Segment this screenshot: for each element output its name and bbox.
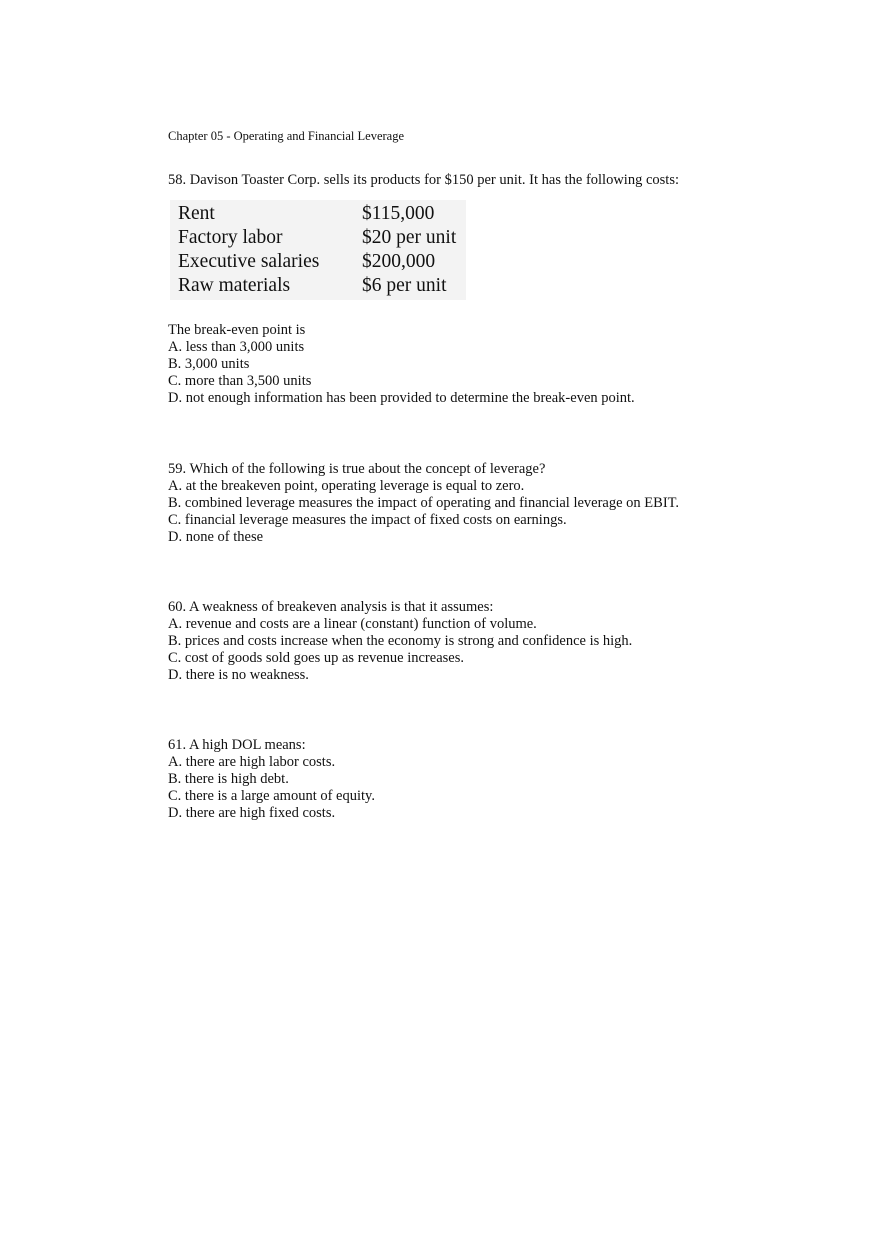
cost-row-rent xyxy=(170,202,466,226)
answer-option: B. combined leverage measures the impact of operating and financial leverage on EBIT. xyxy=(168,495,680,511)
cost-table-image xyxy=(170,200,466,300)
chapter-header: Chapter 05 - Operating and Financial Leverage xyxy=(168,129,405,143)
cost-value: $115,000 xyxy=(362,203,435,224)
answer-option: C. cost of goods sold goes up as revenue increases. xyxy=(168,650,464,666)
cost-label: Executive salaries xyxy=(178,251,320,272)
answer-option: A. revenue and costs are a linear (constant) function of volume. xyxy=(168,616,537,632)
cost-label: Raw materials xyxy=(178,275,291,296)
question-61 xyxy=(168,737,828,822)
answer-option: A. at the breakeven point, operating leverage is equal to zero. xyxy=(168,478,525,494)
cost-value: $200,000 xyxy=(362,251,436,272)
question-58-prompt: The break-even point is xyxy=(168,322,306,338)
question-61-stem: 61. A high DOL means: xyxy=(168,737,306,753)
question-58-stem: 58. Davison Toaster Corp. sells its products for $150 per unit. It has the following costs: xyxy=(168,172,679,188)
question-59-stem: 59. Which of the following is true about the concept of leverage? xyxy=(168,461,546,477)
answer-option: D. not enough information has been provided to determine the break-even point. xyxy=(168,390,635,406)
question-59 xyxy=(168,461,828,546)
document-page xyxy=(168,128,828,821)
cost-row-factory-labor xyxy=(170,226,466,250)
question-60 xyxy=(168,599,828,684)
cost-label: Factory labor xyxy=(178,227,283,248)
question-58-body xyxy=(168,322,828,407)
answer-option: A. there are high labor costs. xyxy=(168,754,336,770)
answer-option: D. there are high fixed costs. xyxy=(168,805,336,821)
cost-label: Rent xyxy=(178,203,215,224)
cost-row-raw-materials xyxy=(170,274,466,298)
answer-option: C. more than 3,500 units xyxy=(168,373,312,389)
answer-option: C. there is a large amount of equity. xyxy=(168,788,375,804)
answer-option: B. there is high debt. xyxy=(168,771,289,787)
cost-value: $6 per unit xyxy=(362,275,447,296)
question-60-stem: 60. A weakness of breakeven analysis is that it assumes: xyxy=(168,599,494,615)
answer-option: B. 3,000 units xyxy=(168,356,250,372)
cost-row-executive-salaries xyxy=(170,250,466,274)
answer-option: B. prices and costs increase when the economy is strong and confidence is high. xyxy=(168,633,633,649)
cost-value: $20 per unit xyxy=(362,227,457,248)
answer-option: C. financial leverage measures the impact of fixed costs on earnings. xyxy=(168,512,567,528)
answer-option: D. there is no weakness. xyxy=(168,667,309,683)
answer-option: D. none of these xyxy=(168,529,264,545)
answer-option: A. less than 3,000 units xyxy=(168,339,305,355)
